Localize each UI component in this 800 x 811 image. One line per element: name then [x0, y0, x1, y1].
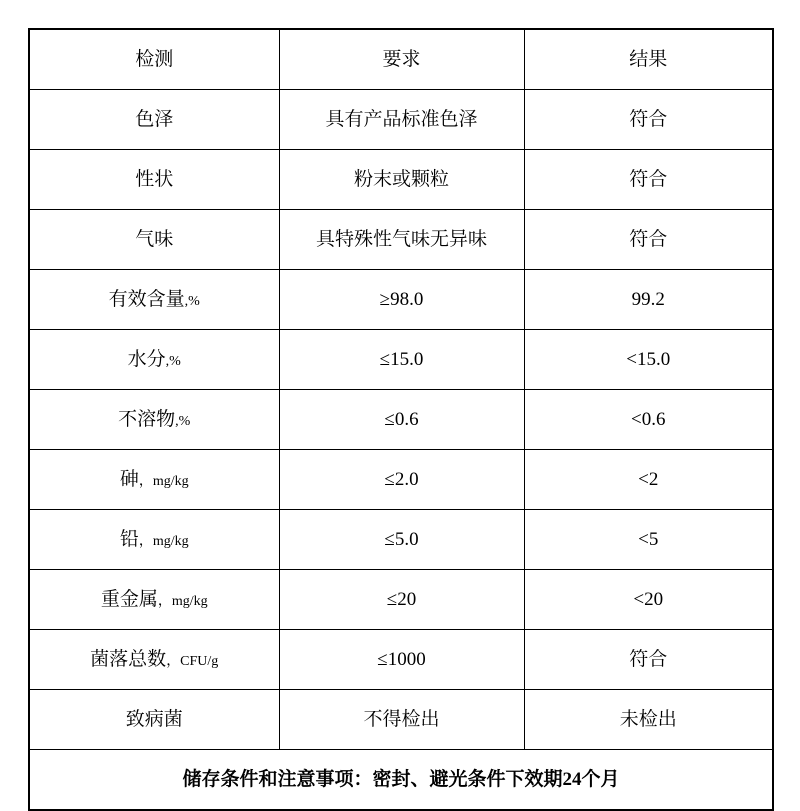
storage-note: 储存条件和注意事项：密封、避光条件下效期24个月 — [29, 750, 773, 811]
item-unit: ,% — [175, 413, 191, 429]
table-row — [29, 630, 773, 690]
header-cell-requirement: 要求 — [279, 29, 524, 90]
cell-item — [29, 450, 279, 510]
cell-result: 符合 — [524, 630, 773, 690]
item-label: 菌落总数 — [90, 648, 167, 670]
table-row — [29, 690, 773, 750]
item-unit: ,% — [165, 353, 181, 369]
item-label: 气味 — [135, 228, 174, 250]
header-cell-result: 结果 — [524, 29, 773, 90]
item-label: 性状 — [135, 168, 174, 190]
cell-requirement: ≤20 — [279, 570, 524, 630]
cell-item — [29, 210, 279, 270]
table-row — [29, 150, 773, 210]
item-label: 砷 — [119, 468, 139, 490]
table-row — [29, 570, 773, 630]
cell-requirement: 具特殊性气味无异味 — [279, 210, 524, 270]
cell-requirement: 具有产品标准色泽 — [279, 90, 524, 150]
cell-result: <20 — [524, 570, 773, 630]
item-unit: ，CFU/g — [166, 653, 219, 669]
table-row — [29, 450, 773, 510]
cell-result: <5 — [524, 510, 773, 570]
cell-item — [29, 270, 279, 330]
item-unit: ，mg/kg — [138, 533, 189, 549]
cell-item — [29, 690, 279, 750]
cell-requirement: 粉末或颗粒 — [279, 150, 524, 210]
item-label: 不溶物 — [118, 408, 176, 430]
table-row — [29, 330, 773, 390]
cell-item — [29, 630, 279, 690]
item-unit: ,% — [184, 293, 200, 309]
cell-item — [29, 510, 279, 570]
item-label: 铅 — [119, 528, 139, 550]
table-row — [29, 390, 773, 450]
cell-requirement: ≤0.6 — [279, 390, 524, 450]
cell-item — [29, 150, 279, 210]
item-label: 有效含量 — [108, 288, 185, 310]
cell-result: <0.6 — [524, 390, 773, 450]
cell-result: 99.2 — [524, 270, 773, 330]
table-header-row — [29, 29, 773, 90]
cell-result: 符合 — [524, 90, 773, 150]
cell-item — [29, 330, 279, 390]
cell-result: 符合 — [524, 150, 773, 210]
item-label: 致病菌 — [125, 708, 183, 730]
cell-result: <15.0 — [524, 330, 773, 390]
cell-item — [29, 570, 279, 630]
table-row — [29, 510, 773, 570]
cell-item — [29, 90, 279, 150]
cell-item — [29, 390, 279, 450]
table-row — [29, 210, 773, 270]
cell-requirement: ≤5.0 — [279, 510, 524, 570]
specification-table — [28, 28, 774, 811]
table-row — [29, 270, 773, 330]
table-row — [29, 90, 773, 150]
item-label: 色泽 — [135, 108, 174, 130]
cell-requirement: 不得检出 — [279, 690, 524, 750]
cell-requirement: ≤15.0 — [279, 330, 524, 390]
cell-requirement: ≤2.0 — [279, 450, 524, 510]
cell-result: 未检出 — [524, 690, 773, 750]
item-unit: ，mg/kg — [138, 473, 189, 489]
cell-result: 符合 — [524, 210, 773, 270]
item-unit: ，mg/kg — [157, 593, 208, 609]
cell-requirement: ≥98.0 — [279, 270, 524, 330]
cell-result: <2 — [524, 450, 773, 510]
header-cell-item: 检测 — [29, 29, 279, 90]
table-note-row — [29, 750, 773, 811]
item-label: 水分 — [127, 348, 166, 370]
item-label: 重金属 — [100, 588, 158, 610]
cell-requirement: ≤1000 — [279, 630, 524, 690]
